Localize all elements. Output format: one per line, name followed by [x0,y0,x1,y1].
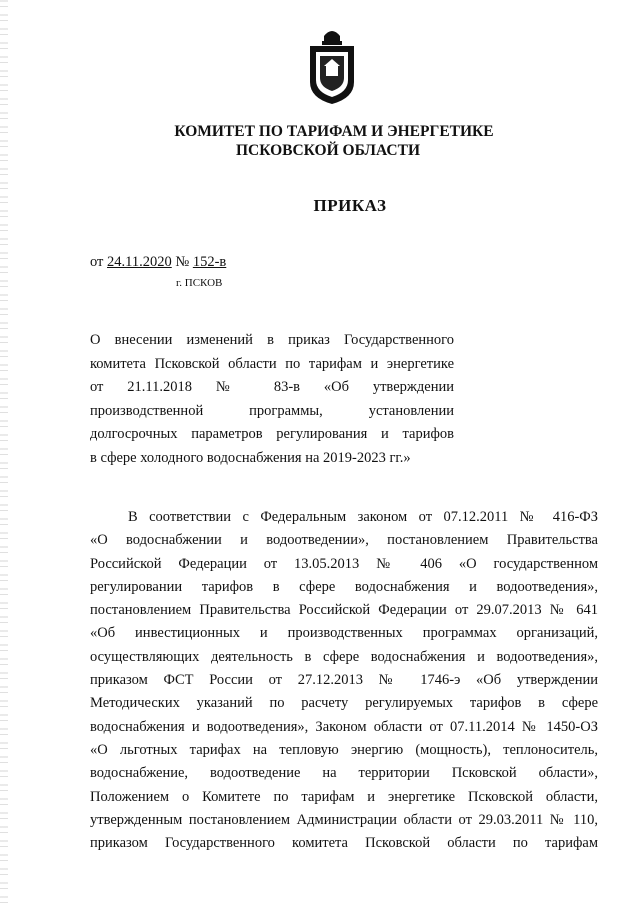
date-prefix: от [90,254,104,270]
body-line: водоснабжения и водоотведения», Законом области от 07.11.2014 № 1450-ОЗ [90,718,598,735]
order-number: 152-в [192,254,227,270]
body-line: В соответствии с Федеральным законом от 07.12.2011 № 416-ФЗ [128,509,598,525]
subject-line: в сфере холодного водоснабжения на 2019-2023 гг.» [90,449,411,466]
order-city: г. ПСКОВ [176,277,223,289]
document-title: ПРИКАЗ [313,196,387,215]
body-line: приказом Государственного комитета Псковской области по тарифам [90,835,598,852]
order-subject [90,329,454,470]
body-line: приказом ФСТ России от 27.12.2013 № 1746-э «Об утверждении [90,672,598,689]
body-line: Российской Федерации от 13.05.2013 № 406 «О государственном [90,555,598,572]
body-line: «О водоснабжении и водоотведении», постановлением Правительства [90,532,598,549]
body-line: регулировании тарифов в сфере водоснабжения и водоотведения», [90,578,598,595]
subject-line: производственной программы, установлении [90,402,454,419]
subject-line: комитета Псковской области по тарифам и энергетике [90,355,454,372]
subject-line: долгосрочных параметров регулирования и тарифов [90,426,454,442]
body-line: постановлением Правительства Российской Федерации от 29.07.2013 № 641 [90,602,598,619]
scan-edge-noise [0,0,8,905]
organization-name-line1: КОМИТЕТ ПО ТАРИФАМ И ЭНЕРГЕТИКЕ [174,123,494,140]
number-sign: № [175,254,190,270]
body-line: Положением о Комитете по тарифам и энергетике Псковской области, [90,788,598,805]
body-line: утвержденным постановлением Администрации области от 29.03.2011 № 110, [90,811,598,828]
subject-line: от 21.11.2018 № 83-в «Об утверждении [90,379,454,395]
body-line: водоснабжение, водоотведение на территории Псковской области», [90,765,598,782]
coat-of-arms-emblem [304,26,360,106]
subject-line: О внесении изменений в приказ Государственного [90,332,454,348]
body-line: Методических указаний по расчету регулируемых тарифов в сфере [90,695,598,712]
organization-name-line2: ПСКОВСКОЙ ОБЛАСТИ [235,142,420,159]
body-line: «Об инвестиционных и производственных программах организаций, [90,625,598,642]
body-line: «О льготных тарифах на тепловую энергию (мощность), теплоноситель, [90,741,598,758]
body-line: осуществляющих деятельность в сфере водоснабжения и водоотведения», [90,648,598,665]
order-date-line [90,254,226,271]
order-date: 24.11.2020 [107,254,172,270]
body-text [90,506,598,855]
